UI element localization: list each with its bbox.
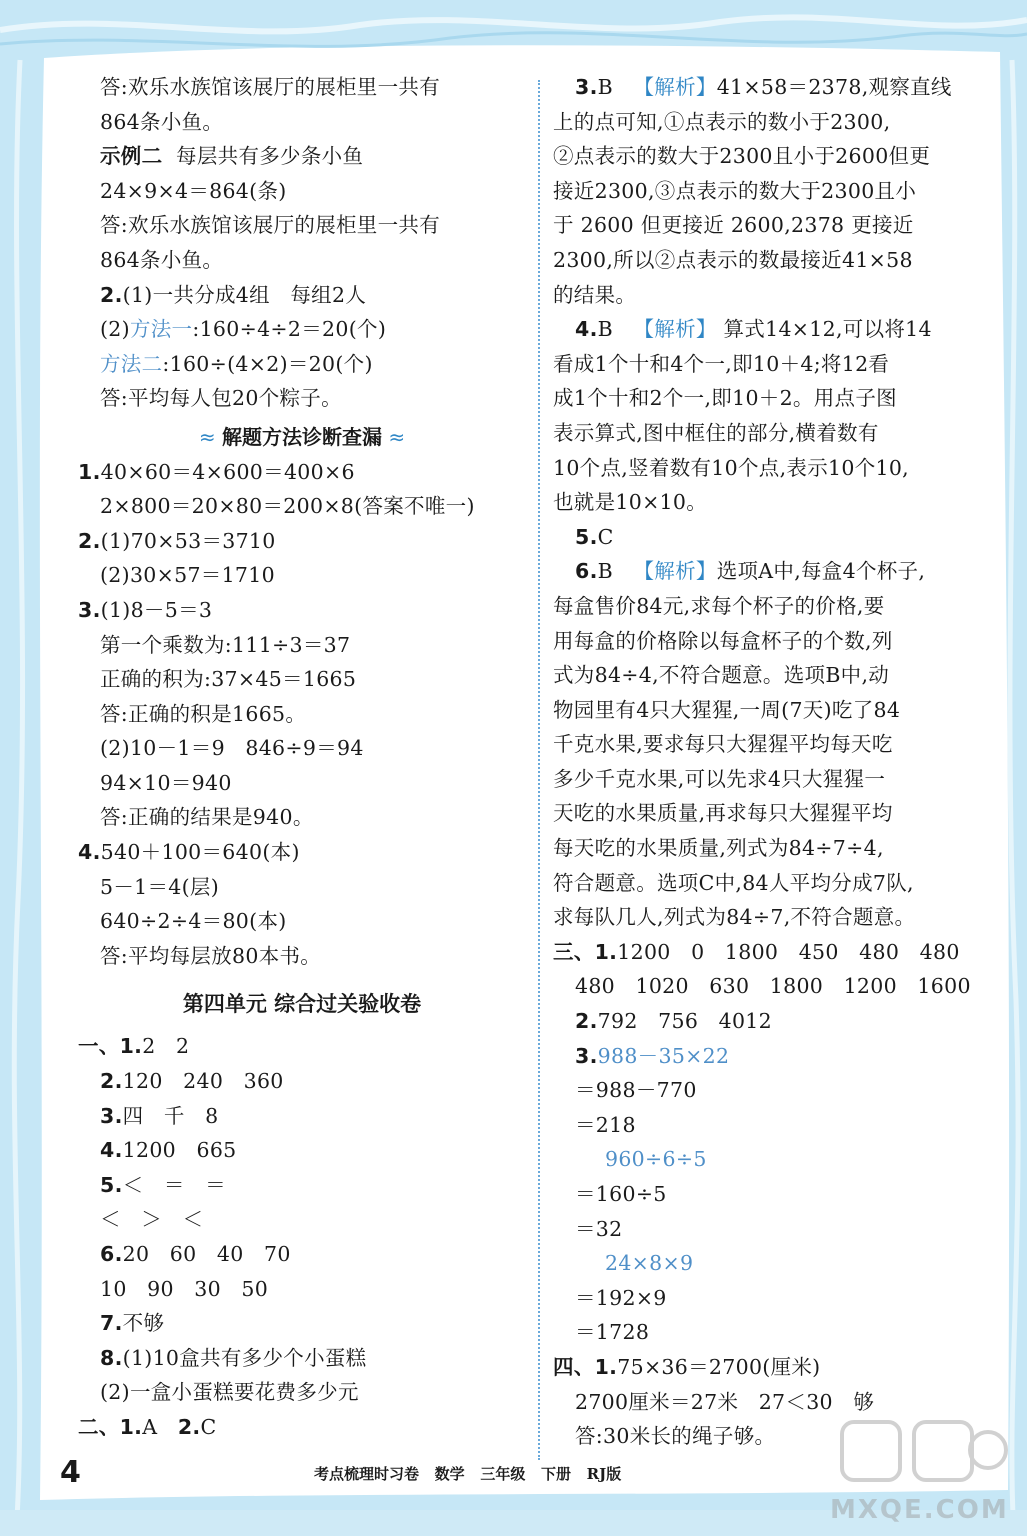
text-line <box>553 485 993 520</box>
answer-text: 每层共有多少条小鱼 <box>162 144 364 169</box>
text-line <box>78 697 526 732</box>
answer-text: 每天吃的水果质量,列式为84÷7÷4, <box>553 836 884 861</box>
text-line <box>78 139 526 174</box>
footer-book-info: 考点梳理时习卷 数学 三年级 下册 RJ版 <box>314 1465 622 1483</box>
text-line <box>78 593 526 628</box>
answer-text: 第一个乘数为:111÷3＝37 <box>100 632 351 657</box>
answer-text: 天吃的水果质量,再求每只大猩猩平均 <box>553 801 893 826</box>
answer-text: ＜ ＞ ＜ <box>100 1207 204 1232</box>
text-line <box>78 243 526 278</box>
text-line <box>553 693 993 728</box>
text-line <box>553 1108 993 1143</box>
answer-text: 540＋100＝640(本) <box>100 840 300 865</box>
text-line <box>553 1315 993 1350</box>
text-line <box>553 866 993 901</box>
text-line <box>553 1177 993 1212</box>
answer-text: 864条小鱼。 <box>100 247 224 272</box>
question-number: 1. <box>594 1354 618 1379</box>
question-number: 3. <box>100 1103 123 1128</box>
answer-text: 物园里有4只大猩猩,一周(7天)吃了84 <box>553 697 901 722</box>
answer-text: 上的点可知,①点表示的数小于2300, <box>553 109 891 134</box>
text-line <box>78 766 526 801</box>
answer-text: 于 2600 但更接近 2600,2378 更接近 <box>553 213 914 238</box>
answer-text: 答:欢乐水族馆该展厅的展柜里一共有 <box>100 213 441 238</box>
answer-text: (1)10盒共有多少个小蛋糕 <box>122 1345 367 1370</box>
text-line <box>553 554 993 589</box>
text-line <box>78 174 526 209</box>
text-line <box>78 904 526 939</box>
question-number: 2. <box>78 528 101 553</box>
question-number: 3. <box>78 597 101 622</box>
part-label: 一、 <box>78 1034 120 1059</box>
text-line <box>78 455 526 490</box>
text-line <box>78 347 526 382</box>
answer-text: 成1个十和2个一,即10＋2。用点子图 <box>553 386 897 411</box>
answer-text: 480 1020 630 1800 1200 1600 <box>575 974 971 999</box>
text-line <box>553 1246 993 1281</box>
method-label: 960÷6÷5 <box>605 1147 707 1172</box>
text-line <box>553 727 993 762</box>
answer-text: 正确的积为:37×45＝1665 <box>100 667 357 692</box>
answer-text: (2) <box>100 317 130 342</box>
answer-text: 也就是10×10。 <box>553 490 708 515</box>
answer-text: 表示算式,图中框住的部分,横着数有 <box>553 420 879 445</box>
answer-text: 2300,所以②点表示的数最接近41×58 <box>553 247 913 272</box>
text-line <box>553 935 993 970</box>
answer-text: (1)一共分成4组 每组2人 <box>122 282 367 307</box>
method-label: 988－35×22 <box>597 1043 730 1068</box>
question-number: 2. <box>100 282 123 307</box>
answer-text: B <box>597 317 634 342</box>
text-line <box>78 312 526 347</box>
watermark-logo <box>822 1410 1012 1530</box>
text-line <box>553 520 993 555</box>
answer-text: (1)70×53＝3710 <box>100 528 276 553</box>
answer-text: 10 90 30 50 <box>100 1276 269 1301</box>
text-line <box>553 831 993 866</box>
text-line <box>553 347 993 382</box>
analysis-tag: 【解析】 <box>633 559 717 584</box>
answer-text: :160÷4÷2＝20(个) <box>192 317 387 342</box>
text-line <box>78 1341 526 1376</box>
text-line <box>78 835 526 870</box>
answer-text: 不够 <box>122 1311 165 1336</box>
answer-text: 用每盒的价格除以每盒杯子的个数,列 <box>553 628 893 653</box>
answer-text: 算式14×12,可以将14 <box>716 317 932 342</box>
text-line <box>553 416 993 451</box>
question-number: 7. <box>100 1311 123 1336</box>
method-label: 24×8×9 <box>605 1251 694 1276</box>
answer-text: 2700厘米＝27米 27＜30 够 <box>575 1389 875 1414</box>
text-line <box>553 312 993 347</box>
watermark-url: MXQE.COM <box>830 1495 1009 1525</box>
question-number: 3. <box>575 75 598 99</box>
text-line <box>78 870 526 905</box>
question-number: 5. <box>100 1172 123 1197</box>
text-line <box>553 1039 993 1074</box>
text-line <box>78 939 526 974</box>
text-line <box>78 1237 526 1272</box>
text-line <box>553 139 993 174</box>
text-line <box>553 174 993 209</box>
answer-text: 答:平均每层放80本书。 <box>100 943 322 968</box>
text-line <box>78 381 526 416</box>
text-line <box>553 1004 993 1039</box>
text-line <box>78 558 526 593</box>
answer-text: 答:欢乐水族馆该展厅的展柜里一共有 <box>100 75 441 99</box>
answer-text: 40×60＝4×600＝400×6 <box>100 459 355 484</box>
question-number: 4. <box>575 317 598 342</box>
wave-icon: ≈ <box>198 424 222 449</box>
answer-text: 求每队几人,列式为84÷7,不符合题意。 <box>553 905 916 930</box>
text-line <box>78 1029 526 1064</box>
answer-text: 41×58＝2378,观察直线 <box>716 75 952 99</box>
question-number: 3. <box>575 1043 598 1068</box>
question-number: 1. <box>119 1034 143 1059</box>
text-line <box>553 969 993 1004</box>
text-line <box>553 624 993 659</box>
question-number: 4. <box>100 1138 123 1163</box>
text-line <box>78 278 526 313</box>
part-label: 四、 <box>553 1354 595 1379</box>
answer-text: 1200 665 <box>122 1138 237 1163</box>
page-footer <box>60 1456 760 1492</box>
method-label: 方法二 <box>100 351 163 376</box>
text-line <box>553 796 993 831</box>
answer-text: 120 240 360 <box>122 1069 284 1094</box>
answer-text: 千克水果,要求每只大猩猩平均每天吃 <box>553 732 893 757</box>
answer-text: 20 60 40 70 <box>122 1242 291 1266</box>
question-number: 6. <box>575 559 598 584</box>
question-number: 8. <box>100 1345 123 1370</box>
part-label: 三、 <box>553 939 595 964</box>
answer-text: B <box>597 75 634 99</box>
text-line <box>78 70 526 105</box>
answer-text: A <box>142 1414 178 1439</box>
answer-text: 四 千 8 <box>122 1103 219 1128</box>
text-line <box>78 1133 526 1168</box>
wave-icon: ≈ <box>382 424 406 449</box>
answer-text: 5－1＝4(层) <box>100 874 220 899</box>
answer-text: 接近2300,③点表示的数大于2300且小 <box>553 178 917 203</box>
section-title <box>78 420 526 455</box>
text-line <box>553 1350 993 1385</box>
answer-text: 792 756 4012 <box>597 1009 772 1034</box>
answer-text: 每盒售价84元,求每个杯子的价格,要 <box>553 593 885 618</box>
answer-text: 24×9×4＝864(条) <box>100 178 287 203</box>
answer-text: ＜ ＝ ＝ <box>122 1172 226 1197</box>
text-line <box>553 1281 993 1316</box>
text-line <box>78 1306 526 1341</box>
text-line <box>78 731 526 766</box>
answer-text: (2)10－1＝9 846÷9＝94 <box>100 736 364 761</box>
method-label: 方法一 <box>129 317 193 342</box>
answer-text: 2 2 <box>142 1034 190 1059</box>
answer-text: 2×800＝20×80＝200×8(答案不唯一) <box>100 494 475 519</box>
question-number: 1. <box>78 459 101 484</box>
text-line <box>78 1375 526 1410</box>
text-line <box>78 1202 526 1237</box>
answer-text: 94×10＝940 <box>100 770 232 795</box>
text-line <box>78 1168 526 1203</box>
text-line <box>78 489 526 524</box>
answer-text: 答:正确的结果是940。 <box>100 805 314 830</box>
answer-text: (2)一盒小蛋糕要花费多少元 <box>100 1380 359 1405</box>
text-line <box>553 70 993 105</box>
text-line <box>553 762 993 797</box>
text-line <box>78 1064 526 1099</box>
unit-title: 第四单元 综合过关验收卷 <box>182 992 422 1017</box>
column-divider <box>538 80 540 1460</box>
answer-text: C <box>200 1414 217 1439</box>
answer-text: ＝192×9 <box>575 1285 667 1310</box>
text-line <box>78 1272 526 1307</box>
question-number: 1. <box>594 939 618 964</box>
question-number: 6. <box>100 1242 123 1266</box>
answer-text: 选项A中,每盒4个杯子, <box>716 559 926 584</box>
text-line <box>553 278 993 313</box>
answer-text: 符合题意。选项C中,84人平均分成7队, <box>553 870 914 895</box>
text-line <box>553 105 993 140</box>
text-line <box>78 1099 526 1134</box>
text-line <box>553 208 993 243</box>
question-number: 2. <box>177 1414 201 1439</box>
analysis-tag: 【解析】 <box>633 75 717 99</box>
text-line <box>78 662 526 697</box>
answer-text: (1)8－5＝3 <box>100 597 213 622</box>
text-line <box>553 1073 993 1108</box>
text-line <box>78 628 526 663</box>
answer-text: 答:30米长的绳子够。 <box>575 1424 776 1449</box>
answer-text: 看成1个十和4个一,即10＋4;将12看 <box>553 351 890 376</box>
answer-text: ＝1728 <box>575 1320 650 1345</box>
text-line <box>553 900 993 935</box>
text-line <box>553 1212 993 1247</box>
answer-text: 75×36＝2700(厘米) <box>617 1354 821 1379</box>
answer-text: ＝988－770 <box>575 1078 697 1103</box>
answer-text: ＝160÷5 <box>575 1182 667 1206</box>
text-line <box>78 524 526 559</box>
answer-text: 的结果。 <box>553 282 637 307</box>
answer-text: ＝32 <box>575 1216 623 1241</box>
example-heading: 示例二 <box>100 144 163 169</box>
question-number: 1. <box>119 1414 143 1439</box>
answer-text: 答:正确的积是1665。 <box>100 701 307 726</box>
answer-text: ②点表示的数大于2300且小于2600但更 <box>553 144 931 169</box>
answer-text: 多少千克水果,可以先求4只大猩猩一 <box>553 766 886 791</box>
text-line <box>78 208 526 243</box>
analysis-tag: 【解析】 <box>633 317 717 342</box>
answer-text: 答:平均每人包20个粽子。 <box>100 386 342 411</box>
question-number: 4. <box>78 840 101 865</box>
answer-text: 640÷2÷4＝80(本) <box>100 909 287 934</box>
right-column <box>553 70 993 1454</box>
answer-text: 864条小鱼。 <box>100 109 224 134</box>
question-number: 2. <box>100 1069 123 1094</box>
text-line <box>553 589 993 624</box>
answer-text: B <box>597 559 634 584</box>
text-line <box>553 658 993 693</box>
text-line <box>78 1410 526 1445</box>
text-line <box>78 800 526 835</box>
answer-text: :160÷(4×2)＝20(个) <box>162 351 373 376</box>
answer-text: ＝218 <box>575 1112 636 1137</box>
answer-text: 式为84÷4,不符合题意。选项B中,动 <box>553 663 890 688</box>
question-number: 2. <box>575 1009 598 1034</box>
text-line <box>78 105 526 140</box>
text-line <box>553 381 993 416</box>
answer-text: (2)30×57＝1710 <box>100 563 275 588</box>
question-number: 5. <box>575 524 598 549</box>
answer-text: 1200 0 1800 450 480 480 <box>617 939 960 964</box>
page-number: 4 <box>60 1455 81 1490</box>
left-column <box>78 70 526 1445</box>
text-line <box>553 451 993 486</box>
text-line <box>553 243 993 278</box>
section-title-text: 解题方法诊断查漏 <box>222 424 382 449</box>
text-line <box>553 1142 993 1177</box>
answer-text: 10个点,竖着数有10个点,表示10个10, <box>553 455 909 480</box>
answer-text: C <box>597 524 614 549</box>
part-label: 二、 <box>78 1414 120 1439</box>
